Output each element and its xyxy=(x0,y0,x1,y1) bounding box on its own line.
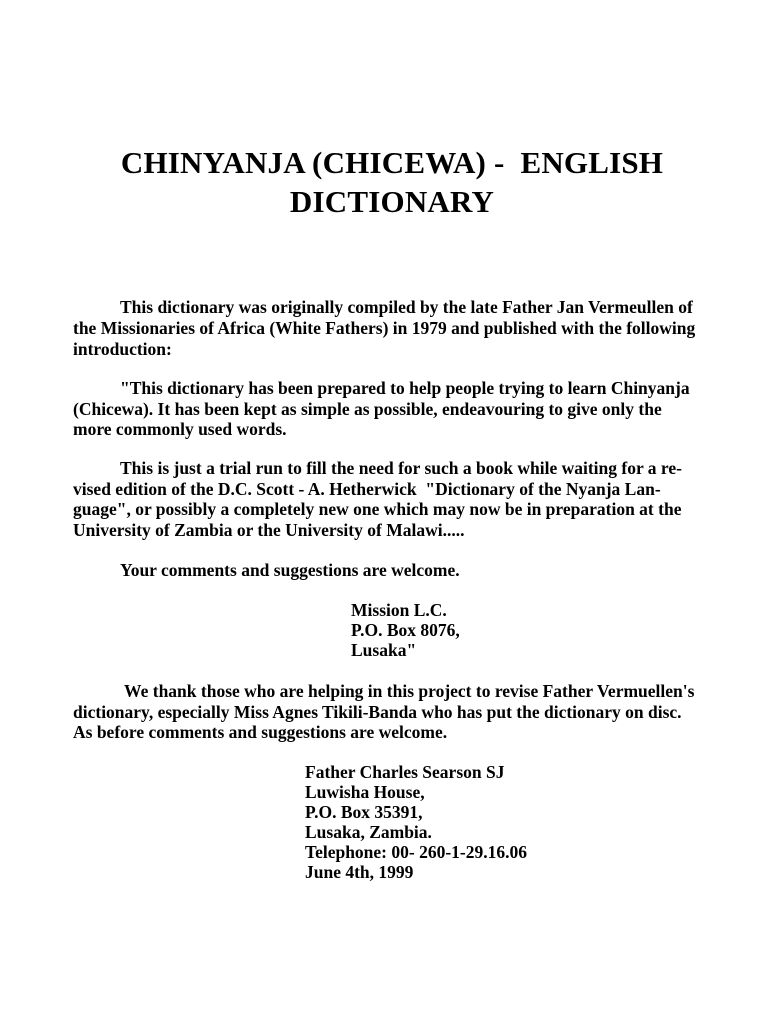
address-2-line-6: June 4th, 1999 xyxy=(305,862,414,882)
title-line-2: DICTIONARY xyxy=(289,184,495,219)
document-title xyxy=(0,143,768,221)
paragraph-5-line-2: dictionary, especially Miss Agnes Tikili-Banda who has put the dictionary on disc. xyxy=(73,702,682,722)
paragraph-3-line-1: This is just a trial run to fill the need for such a book while waiting for a re- xyxy=(120,458,682,478)
address-2-line-1: Father Charles Searson SJ xyxy=(305,762,505,782)
paragraph-5-line-3: As before comments and suggestions are welcome. xyxy=(73,722,448,742)
address-1-line-1: Mission L.C. xyxy=(351,600,447,620)
address-2-line-2: Luwisha House, xyxy=(305,782,425,802)
paragraph-1-line-2: the Missionaries of Africa (White Fathers) in 1979 and published with the following xyxy=(73,318,696,338)
paragraph-1-line-3: introduction: xyxy=(73,339,172,359)
paragraph-4: Your comments and suggestions are welcome. xyxy=(120,560,460,580)
paragraph-3-line-4: University of Zambia or the University of Malawi..... xyxy=(73,520,465,540)
paragraph-5-line-1: We thank those who are helping in this project to revise Father Vermuellen's xyxy=(120,681,695,701)
paragraph-3-line-2: vised edition of the D.C. Scott - A. Hetherwick "Dictionary of the Nyanja Lan- xyxy=(73,479,661,499)
address-1-line-2: P.O. Box 8076, xyxy=(351,620,460,640)
paragraph-3-line-3: guage", or possibly a completely new one which may now be in preparation at the xyxy=(73,499,682,519)
paragraph-2-line-1: "This dictionary has been prepared to help people trying to learn Chinyanja xyxy=(120,378,690,398)
title-line-1: CHINYANJA (CHICEWA) - ENGLISH xyxy=(120,145,664,180)
paragraph-1-line-1: This dictionary was originally compiled by the late Father Jan Vermeullen of xyxy=(120,297,693,317)
paragraph-2-line-3: more commonly used words. xyxy=(73,419,287,439)
address-2-line-3: P.O. Box 35391, xyxy=(305,802,423,822)
address-1-line-3: Lusaka" xyxy=(351,640,417,660)
address-2-line-5: Telephone: 00- 260-1-29.16.06 xyxy=(305,842,527,862)
paragraph-2-line-2: (Chicewa). It has been kept as simple as possible, endeavouring to give only the xyxy=(73,399,662,419)
address-2-line-4: Lusaka, Zambia. xyxy=(305,822,432,842)
